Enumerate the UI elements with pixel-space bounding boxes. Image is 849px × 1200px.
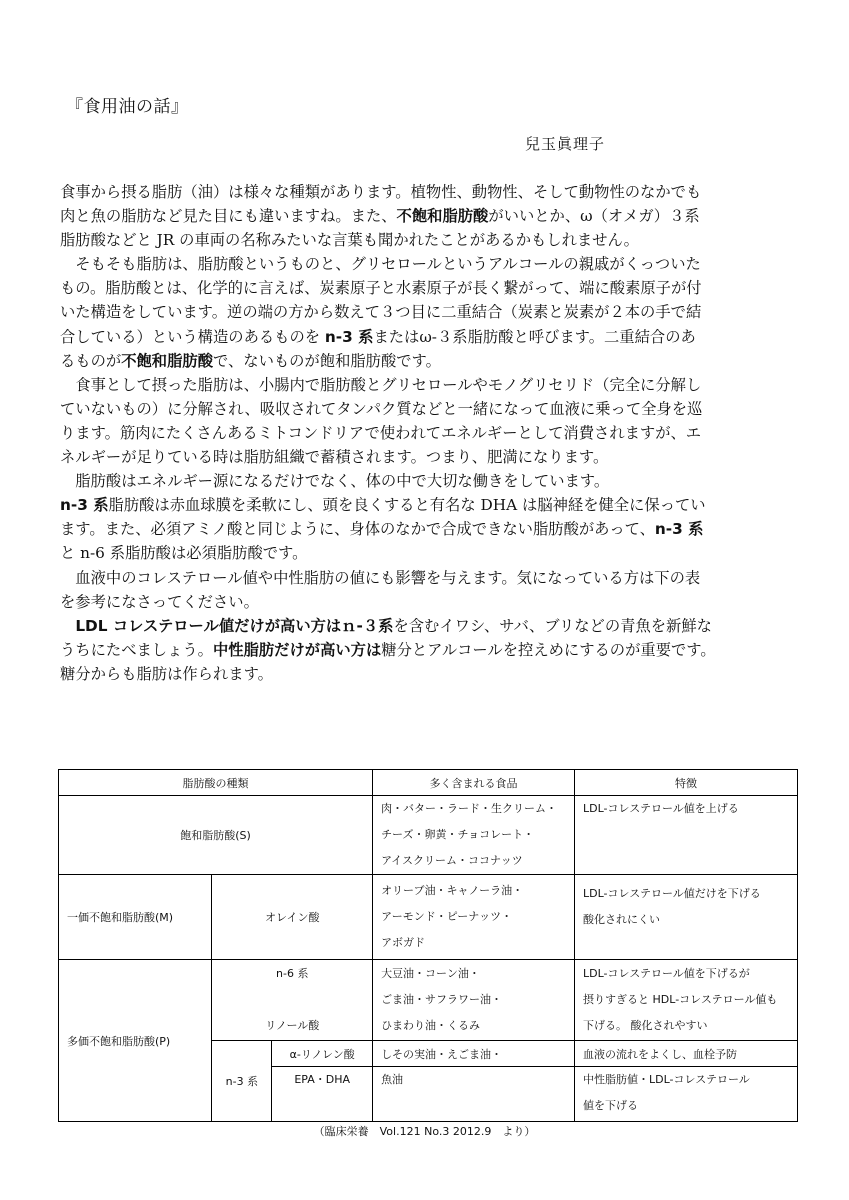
text-run: ていないもの）に分解され、吸収されてタンパク質などと一緒になって血液に乗って全身を巡 — [60, 399, 703, 418]
text-run: るものが — [60, 351, 122, 370]
n6-feature: LDL-コレステロール値を下げるが 摂りすぎると HDL-コレステロール値も 下げる。 酸化されやすい — [575, 960, 798, 1041]
text-run: 食事として摂った脂肪は、小腸内で脂肪酸とグリセロールやモノグリセリド（完全に分解し — [60, 375, 702, 394]
body-line — [60, 614, 795, 638]
source-citation: （臨床栄養 Vol.121 No.3 2012.9 より） — [313, 1125, 536, 1138]
header-fatty-acid-type: 脂肪酸の種類 — [59, 770, 373, 796]
text-run: いた構造をしています。逆の端の方から数えて３つ目に二重結合（炭素と炭素が２本の手で結 — [60, 303, 702, 322]
text-run: 脂肪酸などと JR の車両の名称みたいな言葉も聞かれたことがあるかもしれません。 — [60, 231, 639, 250]
body-line — [60, 349, 795, 373]
bold-phrase: n-3 系 — [654, 520, 704, 539]
fatty-acid-table — [58, 769, 798, 1122]
body-line — [60, 421, 795, 445]
body-line — [60, 638, 795, 662]
body-line — [60, 252, 795, 276]
body-line — [60, 662, 795, 686]
saturated-label: 飽和脂肪酸(S) — [59, 796, 373, 875]
text-run: 糖分からも脂肪は作られます。 — [60, 664, 273, 683]
epa-feature: 中性脂肪値・LDL-コレステロール 値を下げる — [575, 1067, 798, 1122]
body-line — [60, 541, 795, 565]
text-run: を含むイワシ、サバ、ブリなどの青魚を新鮮な — [393, 616, 712, 635]
epa-label: EPA・DHA — [272, 1067, 373, 1122]
text-run: がいいとか、ω（オメガ）３系 — [488, 207, 700, 226]
mono-label: 一価不飽和脂肪酸(M) — [59, 875, 212, 960]
body-line — [60, 397, 795, 421]
bold-phrase: n-3 系 — [324, 327, 374, 346]
body-line — [60, 180, 795, 204]
text-run: 脂肪酸はエネルギー源になるだけでなく、体の中で大切な働きをしています。 — [60, 472, 610, 491]
body-line — [60, 566, 795, 590]
ala-label: α-リノレン酸 — [272, 1041, 373, 1067]
text-run: またはω-３系脂肪酸と呼びます。二重結合のあ — [373, 327, 696, 346]
header-foods: 多く含まれる食品 — [373, 770, 575, 796]
n6-label-cell — [212, 960, 373, 1041]
poly-label: 多価不飽和脂肪酸(P) — [59, 960, 212, 1122]
epa-foods: 魚油 — [373, 1067, 575, 1122]
ala-feature: 血液の流れをよくし、血栓予防 — [575, 1041, 798, 1067]
text-run: を参考になさってください。 — [60, 592, 259, 611]
text-run: 食事から摂る脂肪（油）は様々な種類があります。植物性、動物性、そして動物性のなかでも — [60, 183, 702, 201]
table-row-mono — [59, 875, 798, 960]
article-body — [60, 180, 795, 686]
bold-phrase: 不飽和脂肪酸 — [396, 207, 489, 226]
mono-sub: オレイン酸 — [212, 875, 373, 960]
body-line — [60, 300, 795, 324]
text-run: 血液中のコレステロール値や中性脂肪の値にも影響を与えます。気になっている方は下の表 — [60, 568, 701, 587]
text-run: ます。また、必須アミノ酸と同じように、身体のなかで合成できない脂肪酸があって、 — [60, 520, 655, 539]
saturated-feature: LDL-コレステロール値を上げる — [575, 796, 798, 875]
text-run: 肉と魚の脂肪など見た目にも違いますね。また、 — [60, 207, 397, 226]
text-run: そもそも脂肪は、脂肪酸というものと、グリセロールというアルコールの親戚がくっついた — [60, 255, 701, 274]
author-name: 兒玉眞理子 — [525, 135, 606, 153]
table-row-saturated — [59, 796, 798, 875]
n6-foods: 大豆油・コーン油・ ごま油・サフラワー油・ ひまわり油・くるみ — [373, 960, 575, 1041]
body-line — [60, 204, 795, 228]
body-line — [60, 469, 795, 493]
bold-phrase: LDL コレステロール値だけが高い方はｎ-３系 — [75, 616, 394, 635]
body-line — [60, 373, 795, 397]
body-line — [60, 325, 795, 349]
text-run: と n-6 系脂肪酸は必須脂肪酸です。 — [60, 544, 308, 563]
table-header-row — [59, 770, 798, 796]
mono-feature: LDL-コレステロール値だけを下げる 酸化されにくい — [575, 875, 798, 960]
text-run: うちにたべましょう。 — [60, 640, 213, 659]
n6-sub: リノール酸 — [265, 1019, 320, 1032]
bold-phrase: 中性脂肪だけが高い方は — [212, 640, 382, 659]
n3-label: n-3 系 — [212, 1041, 272, 1122]
saturated-foods: 肉・バター・ラード・生クリーム・ チーズ・卵黄・チョコレート・ アイスクリーム・ココナッツ — [373, 796, 575, 875]
text-run: 糖分とアルコールを控えめにするのが重要です。 — [381, 640, 716, 659]
bold-phrase: 不飽和脂肪酸 — [121, 351, 213, 370]
text-run — [60, 617, 75, 635]
body-line — [60, 228, 795, 252]
text-run: 合している）という構造のあるものを — [60, 327, 325, 346]
body-line — [60, 517, 795, 541]
text-run: で、ないものが飽和脂肪酸です。 — [213, 351, 441, 370]
document-title: 『食用油の話』 — [66, 97, 189, 117]
n6-label: n-6 系 — [276, 967, 309, 980]
header-features: 特徴 — [575, 770, 798, 796]
table-row-n6 — [59, 960, 798, 1041]
body-line — [60, 445, 795, 469]
bold-phrase: n-3 系 — [60, 496, 109, 515]
text-run: ネルギーが足りている時は脂肪組織で蓄積されます。つまり、肥満になります。 — [60, 448, 609, 467]
text-run: もの。脂肪酸とは、化学的に言えば、炭素原子と水素原子が長く繋がって、端に酸素原子が付 — [60, 279, 702, 298]
ala-foods: しその実油・えごま油・ — [373, 1041, 575, 1067]
text-run: 脂肪酸は赤血球膜を柔軟にし、頭を良くすると有名な DHA は脳神経を健全に保ってい — [108, 496, 706, 515]
text-run: ります。筋肉にたくさんあるミトコンドリアで使われてエネルギーとして消費されますが、エ — [60, 423, 702, 442]
body-line — [60, 276, 795, 300]
body-line — [60, 590, 795, 614]
body-line — [60, 493, 795, 517]
mono-foods: オリーブ油・キャノーラ油・ アーモンド・ピーナッツ・ アボガド — [373, 875, 575, 960]
